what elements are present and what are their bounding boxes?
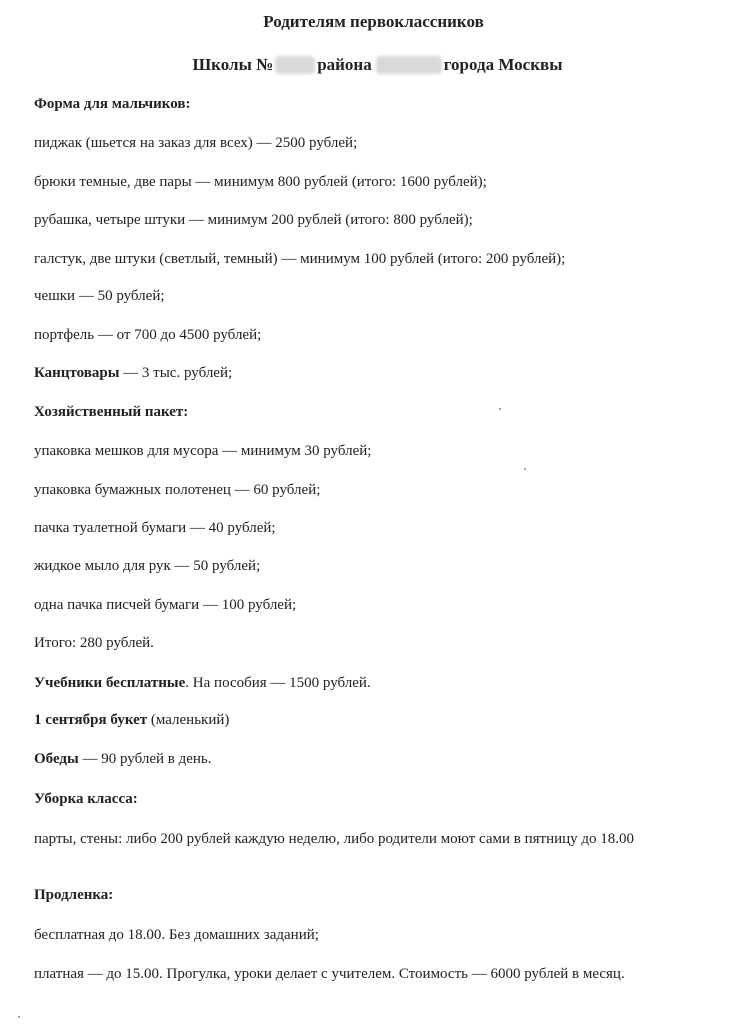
- uniform-item: галстук, две штуки (светлый, темный) — минимум 100 рублей (итого: 200 рублей);: [34, 251, 566, 267]
- lunch-label: Обеды: [34, 751, 79, 767]
- textbooks-line: [34, 674, 371, 693]
- uniform-item: пиджак (шьется на заказ для всех) — 2500 рублей;: [34, 135, 358, 151]
- stationery-value: — 3 тыс. рублей;: [119, 365, 233, 381]
- afterschool-paid: платная — до 15.00. Прогулка, уроки делает с учителем. Стоимость — 6000 рублей в месяц.: [34, 966, 625, 982]
- household-heading: Хозяйственный пакет:: [34, 404, 189, 420]
- uniform-item: чешки — 50 рублей;: [34, 288, 165, 304]
- uniform-item: рубашка, четыре штуки — минимум 200 рублей (итого: 800 рублей);: [34, 212, 473, 228]
- household-item: упаковка бумажных полотенец — 60 рублей;: [34, 482, 321, 498]
- household-item: жидкое мыло для рук — 50 рублей;: [34, 558, 261, 574]
- lunch-line: [34, 750, 212, 769]
- scan-speck: [18, 1016, 20, 1018]
- household-item: пачка туалетной бумаги — 40 рублей;: [34, 520, 276, 536]
- scan-speck: [524, 468, 526, 470]
- bouquet-label: 1 сентября букет: [34, 712, 148, 728]
- cleaning-text: парты, стены: либо 200 рублей каждую неделю, либо родители моют сами в пятницу до 18.00: [34, 831, 635, 847]
- bouquet-value: (маленький): [147, 712, 230, 728]
- household-item: одна пачка писчей бумаги — 100 рублей;: [34, 597, 297, 613]
- redacted-district-name: [376, 56, 442, 74]
- page-title: Родителям первоклассников: [263, 12, 484, 31]
- lunch-value: — 90 рублей в день.: [78, 751, 212, 767]
- household-item: упаковка мешков для мусора — минимум 30 рублей;: [34, 443, 372, 459]
- cleaning-heading: Уборка класса:: [34, 791, 138, 807]
- stationery-label: Канцтовары: [34, 365, 120, 381]
- subtitle-city: города Москвы: [443, 55, 563, 74]
- redacted-school-number: [275, 56, 315, 74]
- uniform-item: брюки темные, две пары — минимум 800 рублей (итого: 1600 рублей);: [34, 174, 487, 190]
- uniform-item: портфель — от 700 до 4500 рублей;: [34, 327, 262, 343]
- textbooks-label: Учебники бесплатные: [34, 675, 186, 691]
- page-subtitle: [4, 55, 747, 75]
- afterschool-heading: Продленка:: [34, 887, 114, 903]
- bouquet-line: [34, 711, 229, 730]
- household-total: Итого: 280 рублей.: [34, 635, 154, 651]
- textbooks-value: . На пособия — 1500 рублей.: [185, 675, 371, 691]
- uniform-heading: Форма для мальчиков:: [34, 96, 191, 112]
- afterschool-free: бесплатная до 18.00. Без домашних заданий;: [34, 927, 319, 943]
- subtitle-school: Школы №: [192, 55, 274, 74]
- stationery-line: [34, 364, 232, 383]
- scan-speck: [499, 408, 501, 410]
- subtitle-district: района: [317, 55, 372, 74]
